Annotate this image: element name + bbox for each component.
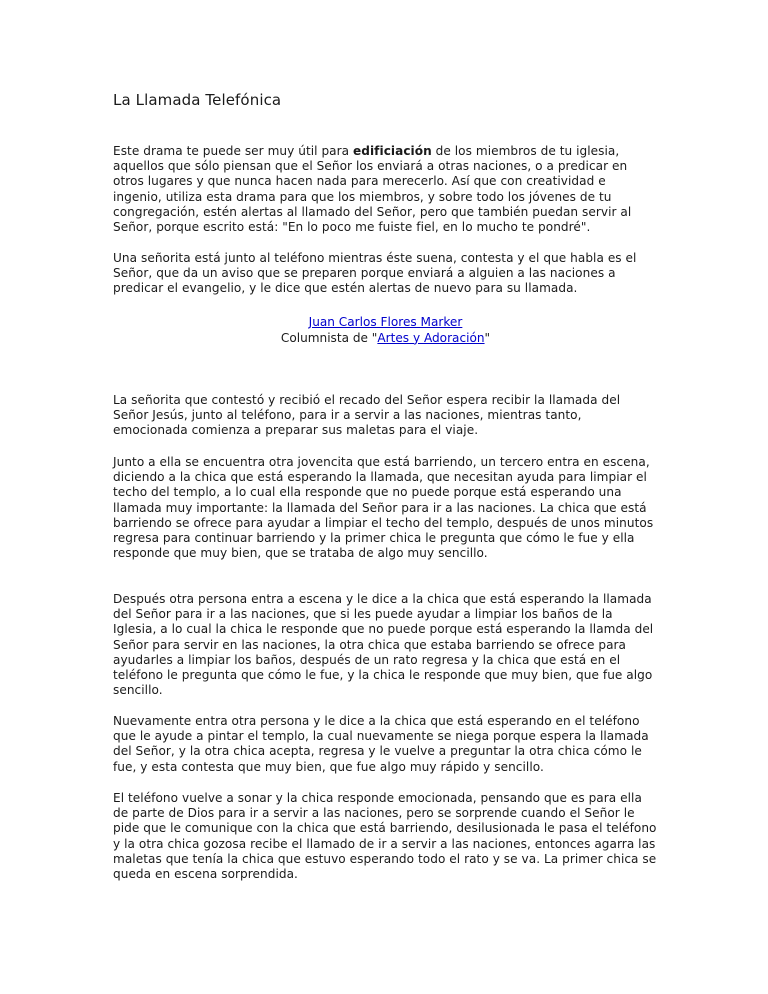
story-paragraph-2: Junto a ella se encuentra otra jovencita que está barriendo, un tercero entra en escena, diciendo a la chica que está esperando la llamada, que necesitan ayuda para limpiar el techo del templo, a lo cual ella responde que no puede porque está esperando una llamada muy importante: la llamada del Señor para ir a las naciones. La chica que está barriendo se ofrece para ayudar a limpiar el techo del templo, después de unos minutos regresa para continuar barriendo y la primer chica le pregunta que cómo le fue y ella responde que muy bien, que se trataba de algo muy sencillo. [113,455,654,561]
intro-text-start: Este drama te puede ser muy útil para [113,144,354,158]
intro-bold-word: edificiación [353,144,432,158]
author-link[interactable]: Juan Carlos Flores Marker [308,315,463,329]
story-paragraph-3: Después otra persona entra a escena y le dice a la chica que está esperando la llamada del Señor para ir a las naciones, que si les puede ayudar a limpiar los baños de la Iglesia, a lo cual la chica le responde que no puede porque está esperando la llamda del Señor para servir en las naciones, la otra chica que estaba barriendo se ofrece para ayudarles a limpiar los baños, después de un rato regresa y la chica que está en el teléfono le pregunta que cómo le fue, y la chica le responde que muy bien, que fue algo sencillo. [113,592,654,698]
role-suffix: " [484,330,491,345]
byline [113,315,658,346]
summary-paragraph: Una señorita está junto al teléfono mientras éste suena, contesta y el que habla es el Señor, que da un aviso que se preparen porque enviará a alguien a las naciones a predicar el evangelio, y le dice que estén alertas de nuevo para su llamada. [113,251,637,296]
story-paragraph-5: El teléfono vuelve a sonar y la chica responde emocionada, pensando que es para ella de parte de Dios para ir a servir a las naciones, pero se sorprende cuando el Señor le pide que le comunique con la chica que está barriendo, desilusionada le pasa el teléfono y la otra chica gozosa recibe el llamado de ir a servir a las naciones, entonces agarra las maletas que tenía la chica que estuvo esperando todo el rato y se va. La primer chica se queda en escena sorprendida. [113,791,657,882]
story-paragraph-4: Nuevamente entra otra persona y le dice a la chica que está esperando en el teléfono que le ayude a pintar el templo, la cual nuevamente se niega porque espera la llamada del Señor, y la otra chica acepta, regresa y le vuelve a preguntar la otra chica cómo le fue, y esta contesta que muy bien, que fue algo muy rápido y sencillo. [113,714,649,774]
publication-link[interactable]: Artes y Adoración [377,330,485,345]
document-title: La Llamada Telefónica [113,91,282,109]
role-prefix: Columnista de " [280,330,378,345]
intro-paragraph [113,144,658,235]
intro-text-end: de los miembros de tu iglesia, aquellos que sólo piensan que el Señor los enviará a otras naciones, o a predicar en otros lugares y que nunca hacen nada para merecerlo. Así que con creatividad e ingenio, utiliza esta drama para que los miembros, y sobre todo los jóvenes de tu congregación, estén alertas al llamado del Señor, pero que también puedan servir al Señor, porque escrito está: "En lo poco me fuiste fiel, en lo mucho te pondré". [113,144,632,235]
story-paragraph-1: La señorita que contestó y recibió el recado del Señor espera recibir la llamada del Señor Jesús, junto al teléfono, para ir a servir a las naciones, mientras tanto, emocionada comienza a preparar sus maletas para el viaje. [113,393,621,438]
